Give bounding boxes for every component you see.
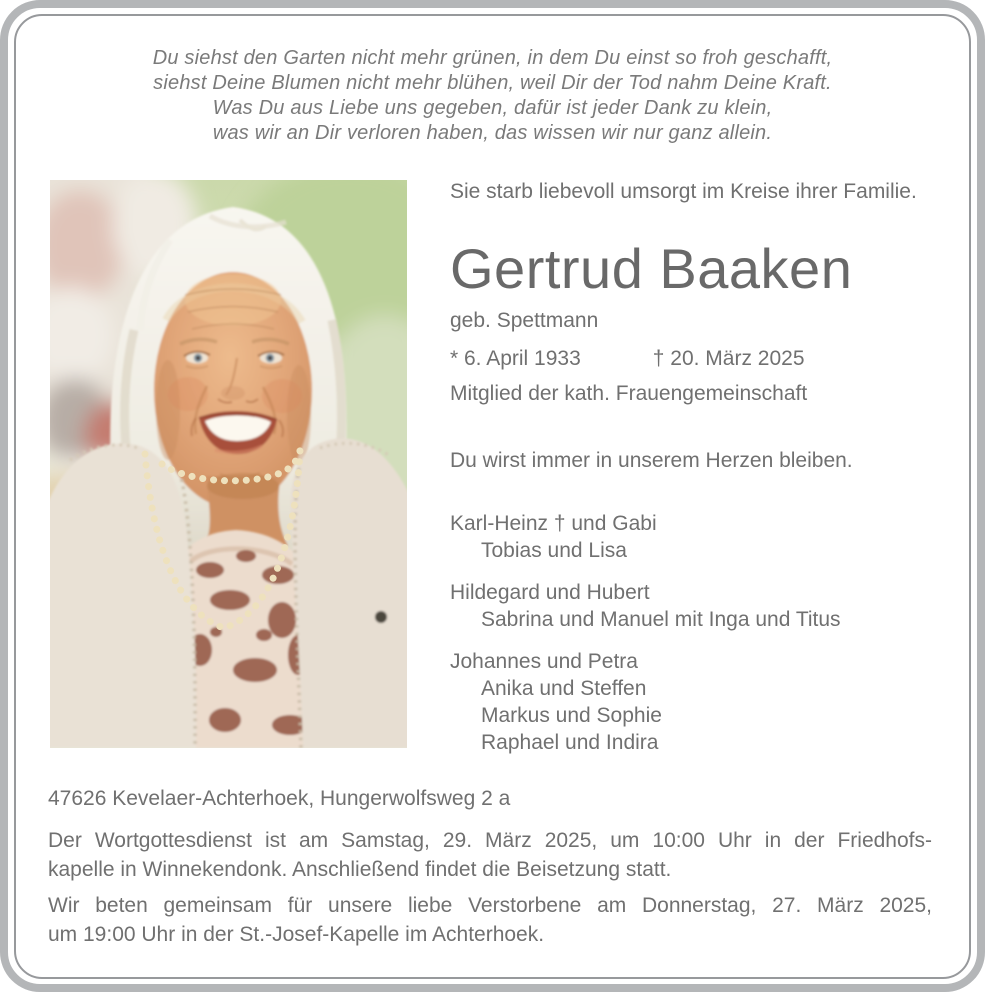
remembrance-line: Du wirst immer in unserem Herzen bleiben.: [450, 449, 853, 472]
mourner-line: Tobias und Lisa: [481, 539, 627, 562]
mourner-line: Markus und Sophie: [481, 704, 662, 727]
mourner-line: Anika und Steffen: [481, 677, 647, 700]
mourner-line: Johannes und Petra: [450, 650, 638, 673]
birth-date: * 6. April 1933: [450, 347, 581, 370]
address-line: 47626 Kevelaer-Achterhoek, Hungerwolfsweg 2 a: [48, 787, 511, 810]
prayer-line-2: um 19:00 Uhr in der St.-Josef-Kapelle im Achterhoek.: [48, 923, 545, 946]
portrait-photo: [50, 180, 407, 748]
life-dates: [450, 346, 805, 371]
death-date: † 20. März 2025: [652, 347, 805, 370]
service-line-1: Der Wortgottesdienst ist am Samstag, 29. März 2025, um 10:00 Uhr in der Friedhofs-: [48, 829, 932, 852]
death-circumstance-line: Sie starb liebevoll umsorgt im Kreise ihrer Familie.: [450, 180, 917, 203]
prayer-info: [48, 891, 932, 949]
maiden-name: geb. Spettmann: [450, 309, 599, 332]
membership-line: Mitglied der kath. Frauengemeinschaft: [450, 382, 808, 405]
service-line-2: kapelle in Winnekendonk. Anschließend findet die Beisetzung statt.: [48, 858, 672, 881]
mourner-line: Raphael und Indira: [481, 731, 659, 754]
poem-line-2: siehst Deine Blumen nicht mehr blühen, weil Dir der Tod nahm Deine Kraft.: [153, 72, 832, 94]
mourners-list: [450, 510, 841, 756]
prayer-line-1: Wir beten gemeinsam für unsere liebe Verstorbene am Donnerstag, 27. März 2025,: [48, 894, 932, 917]
mourner-line: Karl-Heinz † und Gabi: [450, 512, 657, 535]
service-info: [48, 826, 932, 884]
mourner-line: Sabrina und Manuel mit Inga und Titus: [481, 608, 841, 631]
poem-line-4: was wir an Dir verloren haben, das wissen wir nur ganz allein.: [212, 122, 773, 144]
mourner-line: Hildegard und Hubert: [450, 581, 650, 604]
memorial-poem: [0, 46, 985, 146]
poem-line-1: Du siehst den Garten nicht mehr grünen, in dem Du einst so froh geschafft,: [152, 47, 833, 69]
poem-line-3: Was Du aus Liebe uns gegeben, dafür ist jeder Dank zu klein,: [212, 97, 773, 119]
deceased-name: Gertrud Baaken: [450, 237, 853, 300]
